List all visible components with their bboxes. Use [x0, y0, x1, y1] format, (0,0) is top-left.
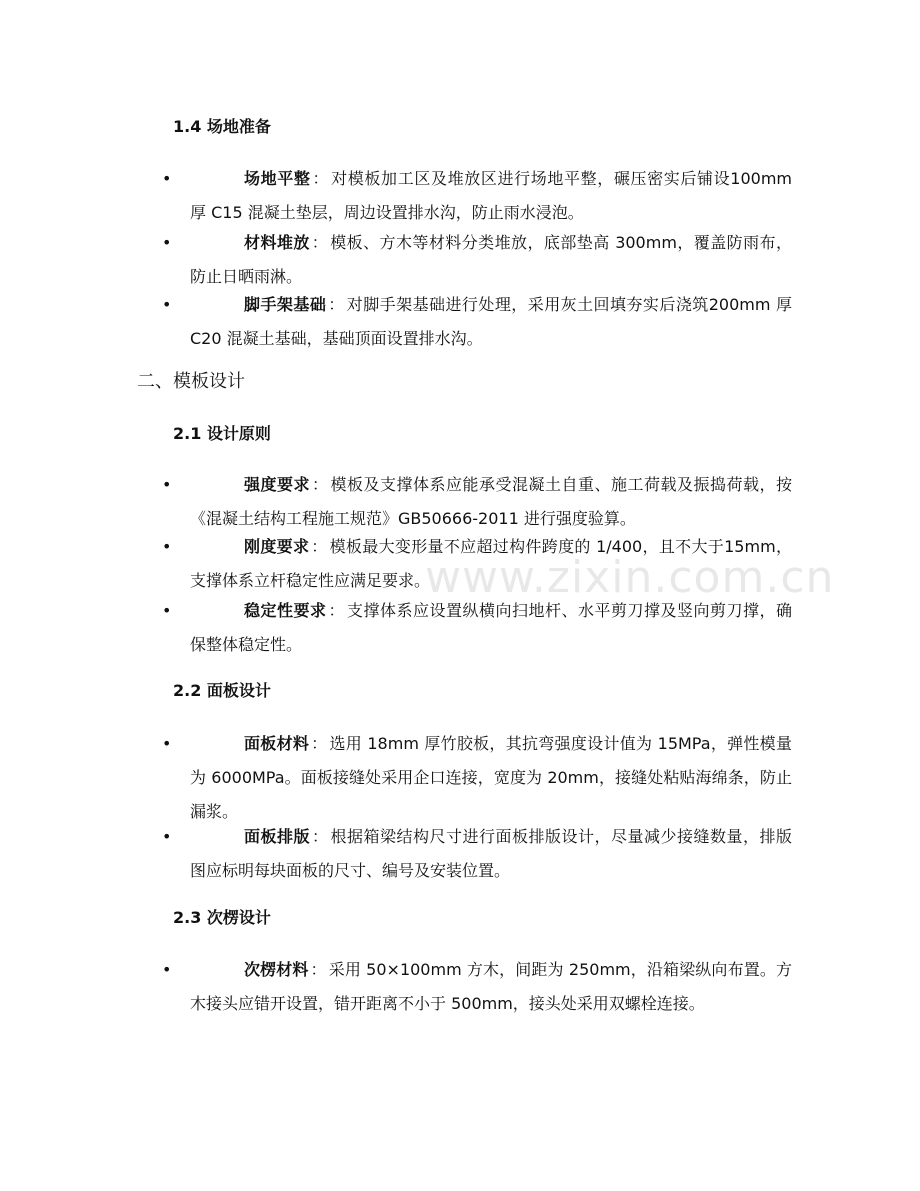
item-term: 面板排版 [244, 827, 310, 846]
item-colon: ： [312, 169, 330, 188]
item-term: 次楞材料 [244, 960, 309, 979]
item-term: 场地平整 [244, 169, 311, 188]
item-text: 选用 18mm 厚竹胶板，其抗弯强度设计值为 15MPa，弹性模量为 6000MPa。面板接缝处采用企口连接，宽度为 20mm，接缝处粘贴海绵条，防止漏浆。 [190, 734, 792, 821]
item-colon: ： [311, 233, 329, 252]
item-text: 根据箱梁结构尺寸进行面板排版设计，尽量减少接缝数量，排版图应标明每块面板的尺寸、编号及安装位置。 [190, 827, 792, 880]
bullet-icon: • [162, 601, 172, 620]
list-item [162, 468, 792, 536]
section-heading-2-1: 2.1 设计原则 [173, 424, 271, 443]
list-item [162, 820, 792, 888]
item-text: 对模板加工区及堆放区进行场地平整，碾压密实后铺设100mm 厚 C15 混凝土垫层，周边设置排水沟，防止雨水浸泡。 [190, 169, 792, 222]
item-colon: ： [328, 295, 345, 314]
item-term: 材料堆放 [244, 233, 310, 252]
item-term: 刚度要求 [244, 537, 310, 556]
item-colon: ： [312, 827, 329, 846]
bullet-icon: • [162, 827, 172, 846]
item-term: 脚手架基础 [244, 295, 327, 314]
bullet-icon: • [162, 475, 172, 494]
item-text: 采用 50×100mm 方木，间距为 250mm，沿箱梁纵向布置。方木接头应错开设置，错开距离不小于 500mm，接头处采用双螺栓连接。 [190, 960, 792, 1013]
item-term: 稳定性要求 [244, 601, 327, 620]
item-text: 模板最大变形量不应超过构件跨度的 1/400，且不大于15mm，支撑体系立杆稳定性应满足要求。 [190, 537, 792, 590]
item-term: 强度要求 [244, 475, 310, 494]
list-item [162, 594, 792, 662]
section-heading-1-4: 1.4 场地准备 [173, 117, 271, 136]
bullet-icon: • [162, 295, 172, 314]
item-colon: ： [310, 960, 327, 979]
item-term: 面板材料 [244, 734, 310, 753]
list-item [162, 530, 792, 598]
bullet-icon: • [162, 734, 172, 753]
list-item [162, 288, 792, 356]
list-item [162, 727, 792, 829]
list-item [162, 953, 792, 1021]
item-text: 对脚手架基础进行处理，采用灰土回填夯实后浇筑200mm 厚 C20 混凝土基础，基础顶面设置排水沟。 [190, 295, 792, 348]
item-colon: ： [311, 537, 328, 556]
item-text: 模板及支撑体系应能承受混凝土自重、施工荷载及振捣荷载，按《混凝土结构工程施工规范》GB50666-2011 进行强度验算。 [190, 475, 792, 528]
watermark: www.zixin.com.cn [425, 552, 835, 603]
chapter-heading: 二、模板设计 [137, 371, 245, 392]
bullet-icon: • [162, 537, 172, 556]
list-item [162, 226, 792, 294]
item-text: 模板、方木等材料分类堆放，底部垫高 300mm，覆盖防雨布，防止日晒雨淋。 [190, 233, 792, 286]
bullet-icon: • [162, 960, 172, 979]
bullet-icon: • [162, 233, 172, 252]
bullet-icon: • [162, 169, 172, 188]
section-heading-2-2: 2.2 面板设计 [173, 681, 271, 700]
item-text: 支撑体系应设置纵横向扫地杆、水平剪刀撑及竖向剪刀撑，确保整体稳定性。 [190, 601, 792, 654]
item-colon: ： [311, 734, 328, 753]
item-colon: ： [328, 601, 345, 620]
list-item [162, 162, 792, 230]
item-colon: ： [312, 475, 329, 494]
section-heading-2-3: 2.3 次楞设计 [173, 908, 271, 927]
